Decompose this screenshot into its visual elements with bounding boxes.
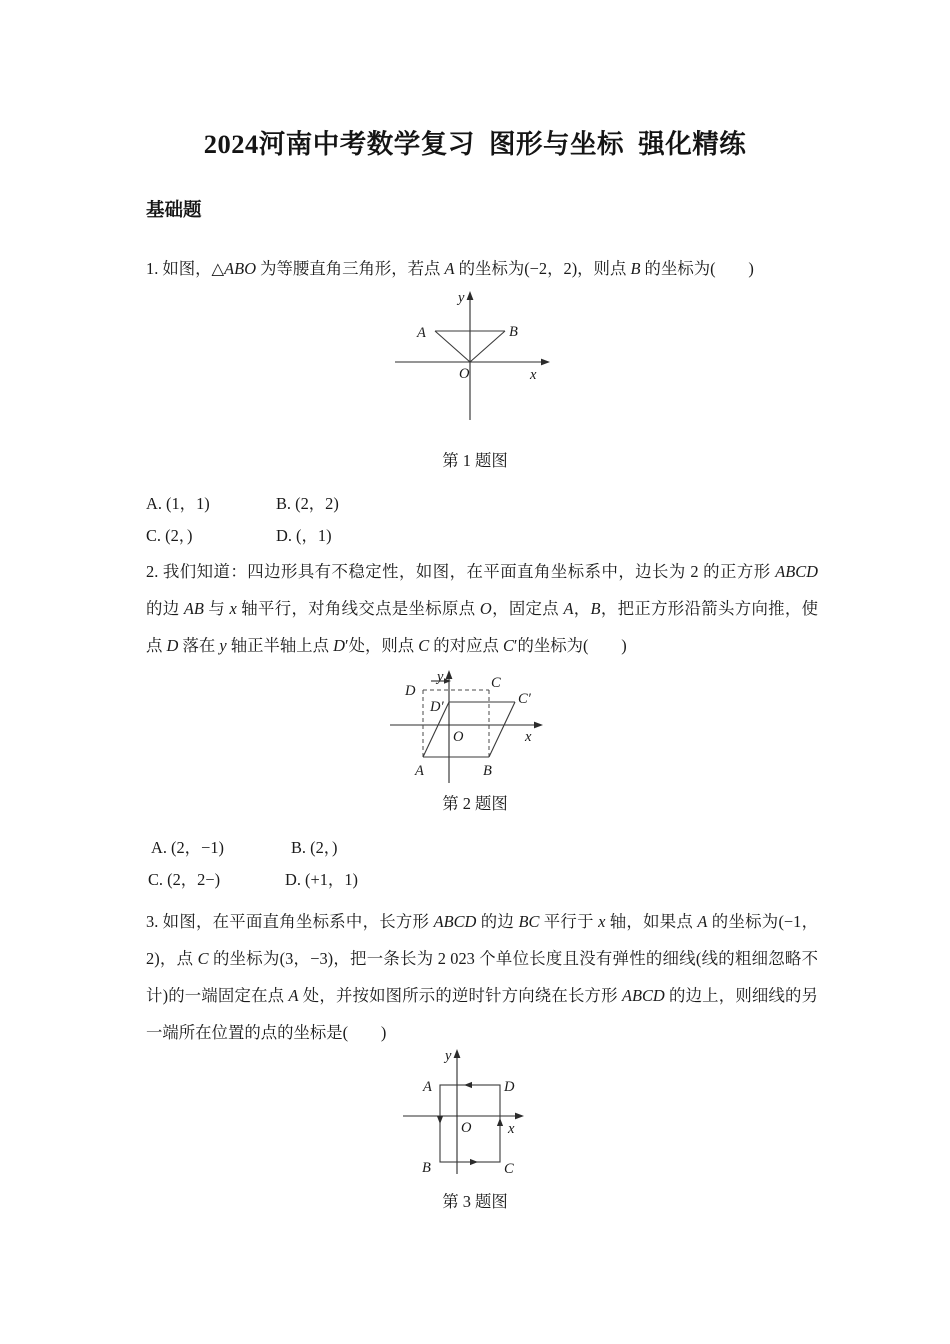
question-1-text: 1. 如图，△ABO 为等腰直角三角形，若点 A 的坐标为(−2，2)，则点 B 的坐标为( )	[146, 259, 754, 278]
figure2-label-c: C	[491, 675, 501, 691]
page-title: 2024河南中考数学复习 图形与坐标 强化精练	[203, 129, 747, 159]
question-1-option-c[interactable]: C. (2，)	[146, 526, 193, 545]
figure2-label-x-axis: x	[525, 729, 532, 745]
figure2-label-d: D	[405, 683, 416, 699]
question-2-figure-caption: 第 2 题图	[442, 794, 508, 813]
question-1-option-b[interactable]: B. (2，2)	[276, 494, 339, 513]
question-2-figure	[385, 665, 570, 790]
question-2-option-d[interactable]: D. (+1，1)	[285, 870, 358, 889]
figure3-label-c: C	[504, 1161, 514, 1177]
figure3-label-a: A	[423, 1079, 432, 1095]
question-1-figure-caption: 第 1 题图	[442, 451, 508, 470]
question-1-figure	[385, 288, 565, 433]
figure3-label-d: D	[504, 1079, 515, 1095]
figure1-label-x-axis: x	[530, 367, 537, 383]
figure2-label-a: A	[415, 763, 424, 779]
figure3-label-o: O	[461, 1120, 472, 1136]
figure2-label-d-prime: D′	[430, 699, 444, 715]
figure1-label-a: A	[417, 325, 426, 341]
question-3-figure	[398, 1046, 568, 1181]
section-heading-basic: 基础题	[146, 199, 202, 220]
question-1-option-d[interactable]: D. (，1)	[276, 526, 332, 545]
question-3-figure-caption: 第 3 题图	[442, 1192, 508, 1211]
figure2-label-y-axis: y	[437, 669, 444, 685]
question-2-option-a[interactable]: A. (2，−1)	[151, 838, 224, 857]
question-1-option-a[interactable]: A. (1，1)	[146, 494, 210, 513]
figure2-label-o: O	[453, 729, 464, 745]
question-2-option-b[interactable]: B. (2，)	[291, 838, 338, 857]
figure1-label-b: B	[509, 324, 518, 340]
figure2-label-b: B	[483, 763, 492, 779]
figure3-label-b: B	[422, 1160, 431, 1176]
question-2-text: 2. 我们知道：四边形具有不稳定性，如图，在平面直角坐标系中，边长为 2 的正方形 ABCD 的边 AB 与 x 轴平行，对角线交点是坐标原点 O，固定点 A，B，把正方形沿箭头方向推，使点 D 落在 y 轴正半轴上点 D′处，则点 C 的对应点 C′的坐标为( )	[146, 562, 819, 655]
question-2-option-c[interactable]: C. (2，2−)	[148, 870, 221, 889]
figure3-label-x-axis: x	[508, 1121, 515, 1137]
figure1-label-y-axis: y	[458, 290, 465, 306]
question-3-text: 3. 如图，在平面直角坐标系中，长方形 ABCD 的边 BC 平行于 x 轴，如果点 A 的坐标为(−1，2)，点 C 的坐标为(3，−3)，把一条长为 2 023 个单位长度且没有弹性的细线(线的粗细忽略不计)的一端固定在点 A 处，并按如图所示的逆时针方向绕在长方形 ABCD 的边上，则细线的另一端所在位置的点的坐标是( )	[146, 912, 818, 1042]
figure1-label-o: O	[459, 366, 470, 382]
figure2-label-c-prime: C′	[518, 691, 531, 707]
figure3-label-y-axis: y	[445, 1048, 452, 1064]
